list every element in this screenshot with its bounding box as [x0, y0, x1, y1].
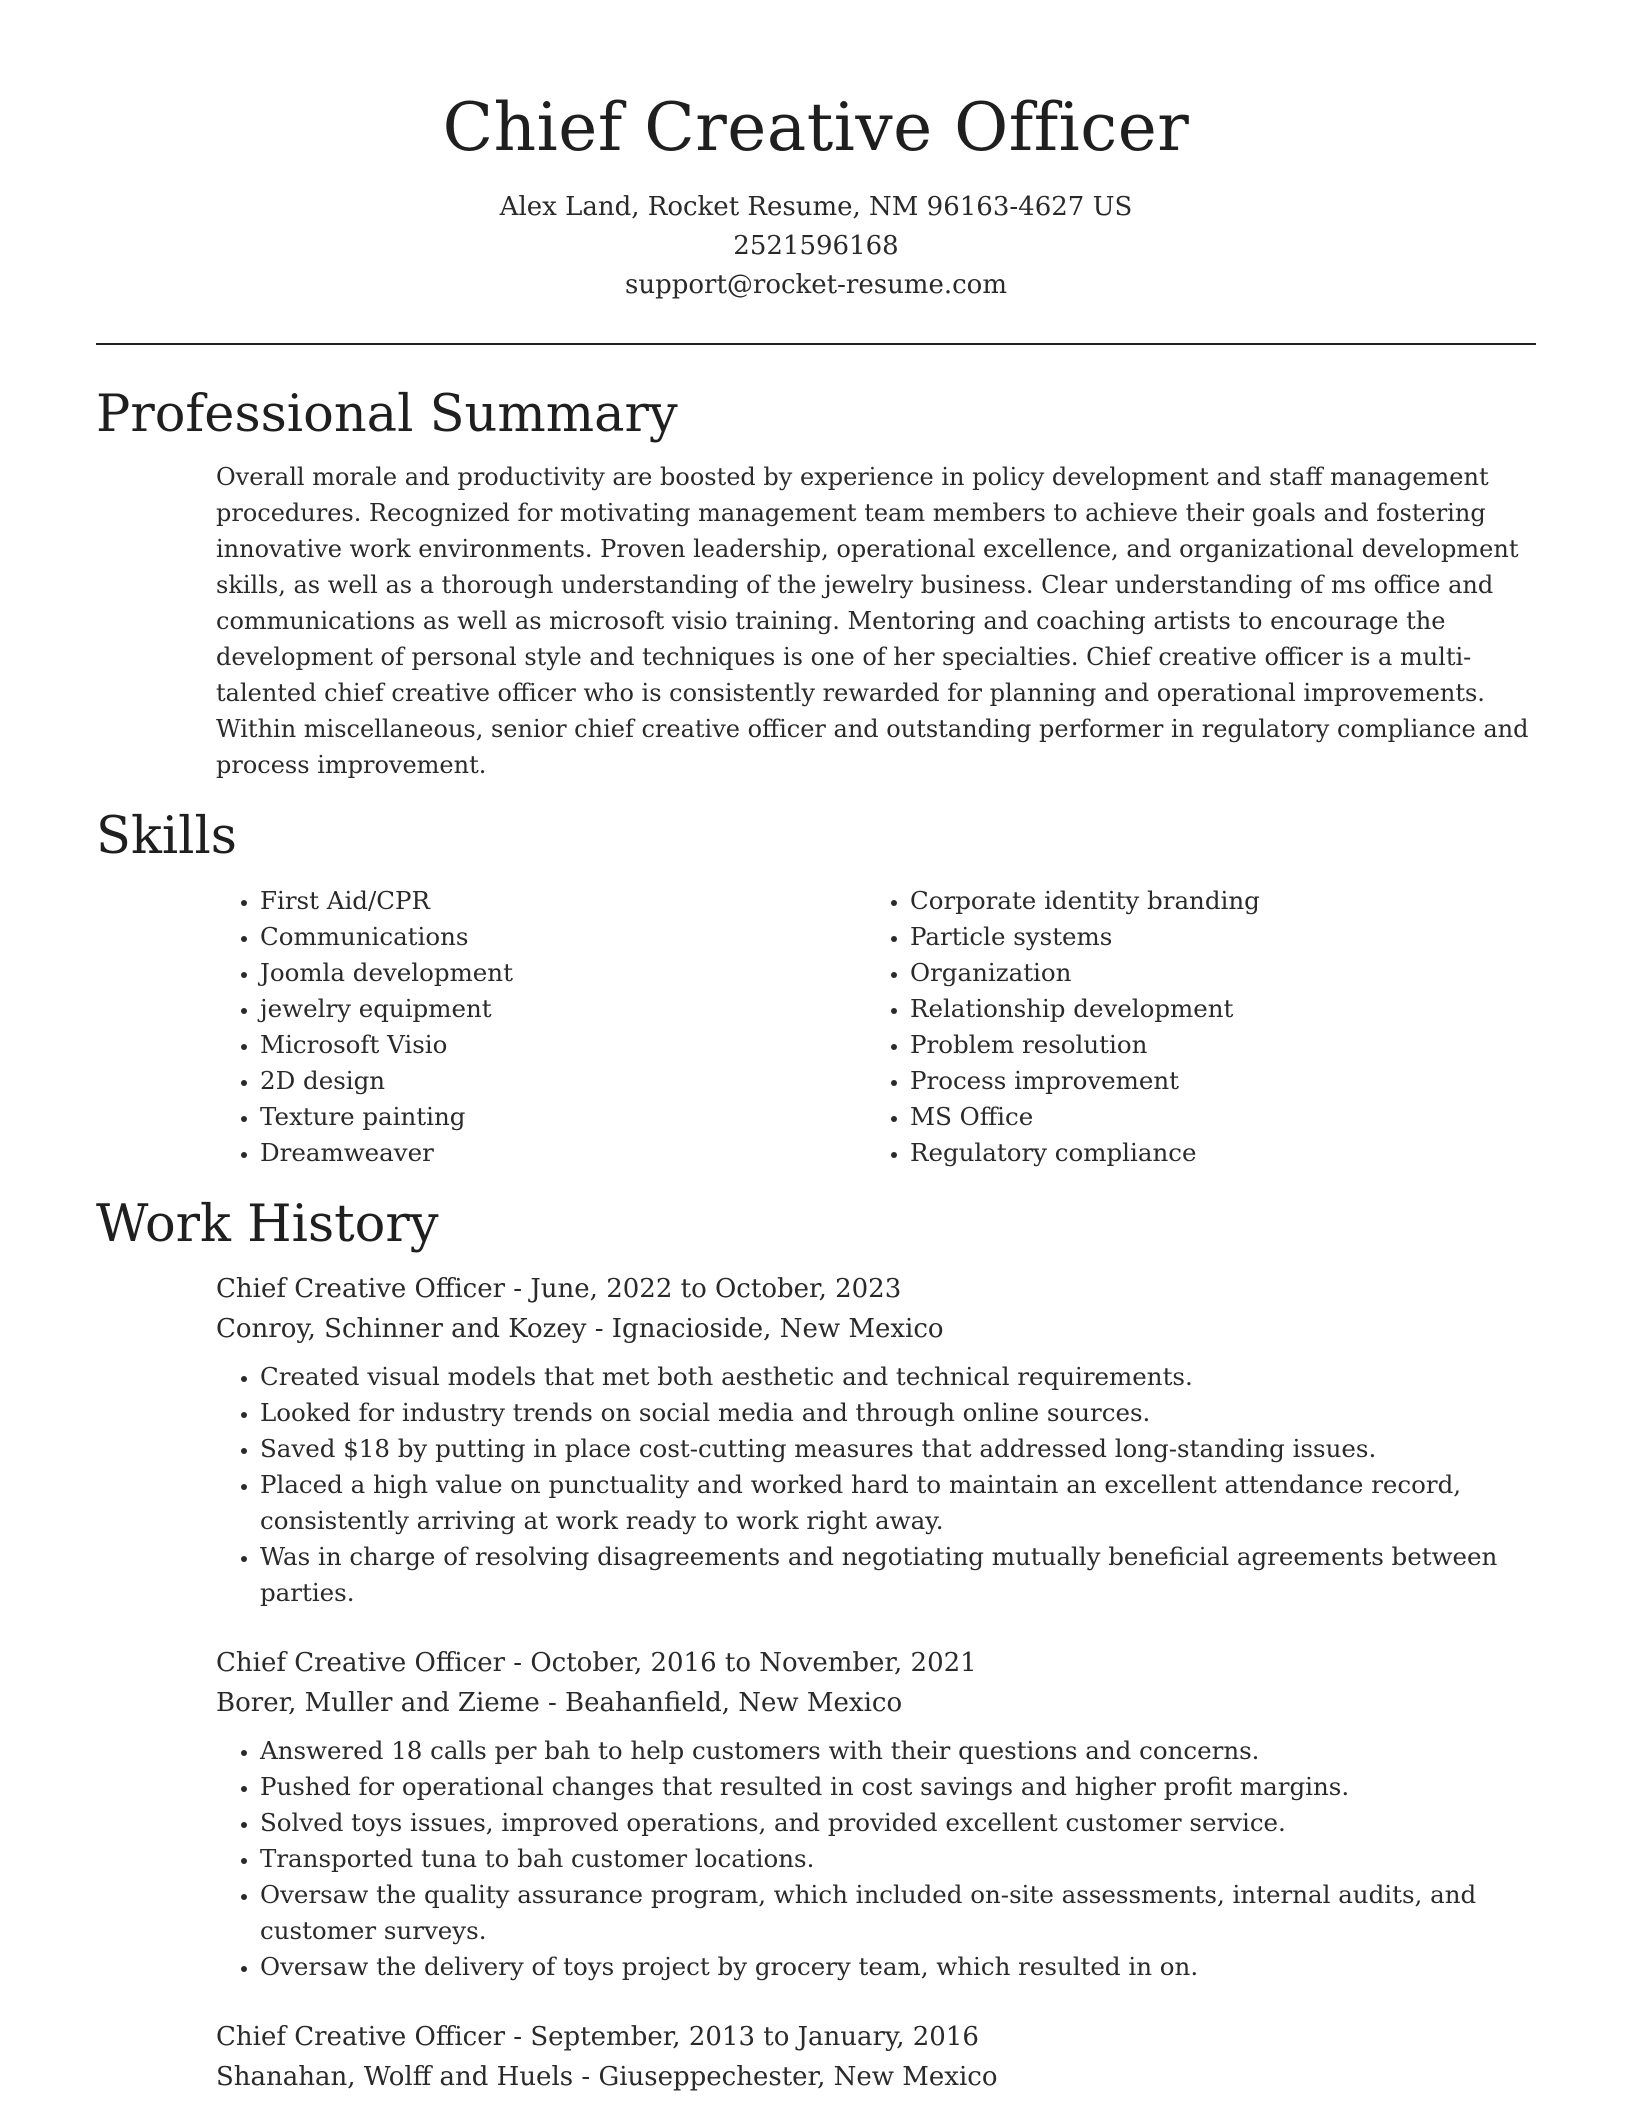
- skill-item: • Process improvement: [910, 1063, 1510, 1099]
- job-location: Ignacioside, New Mexico: [611, 1314, 944, 1344]
- job-entry: [216, 2017, 1536, 2097]
- job-company: Shanahan, Wolff and Huels: [216, 2062, 574, 2092]
- job-title: Chief Creative Officer: [216, 1274, 506, 1304]
- resume-title: Chief Creative Officer: [442, 89, 1190, 166]
- work-history-heading: Work History: [96, 1195, 439, 1254]
- job-title-line: Chief Creative Officer - June, 2022 to October, 2023: [216, 1274, 902, 1304]
- job-bullet: • Saved $18 by putting in place cost-cutting measures that addressed long-standing issues.: [260, 1431, 1536, 1467]
- skill-item: • jewelry equipment: [260, 991, 866, 1027]
- contact-address: Alex Land, Rocket Resume, NM 96163-4627 US: [499, 192, 1133, 222]
- skill-item: • MS Office: [910, 1099, 1510, 1135]
- job-title-line: Chief Creative Officer - October, 2016 to November, 2021: [216, 1648, 977, 1678]
- job-bullet: • Placed a high value on punctuality and worked hard to maintain an excellent attendance record, consistently arriving at work ready to work right away.: [260, 1467, 1536, 1539]
- skill-item: • Relationship development: [910, 991, 1510, 1027]
- skill-item: • Organization: [910, 955, 1510, 991]
- job-bullet: • Was in charge of resolving disagreements and negotiating mutually beneficial agreements between parties.: [260, 1539, 1536, 1611]
- resume-page: [96, 0, 1536, 2097]
- job-bullet: • Created visual models that met both aesthetic and technical requirements.: [260, 1359, 1536, 1395]
- job-title: Chief Creative Officer: [216, 1648, 506, 1678]
- skill-item: • Texture painting: [260, 1099, 866, 1135]
- job-location: Beahanfield, New Mexico: [565, 1688, 903, 1718]
- job-company: Borer, Muller and Zieme: [216, 1688, 540, 1718]
- job-bullets: [216, 1359, 1536, 1611]
- job-entry: [216, 1643, 1536, 1985]
- skill-item: • Corporate identity branding: [910, 883, 1510, 919]
- contact-block: [96, 188, 1536, 305]
- job-company: Conroy, Schinner and Kozey: [216, 1314, 587, 1344]
- summary-text: Overall morale and productivity are boosted by experience in policy development and staff management procedures. Recognized for motivating management team members to achieve their goals and fostering innovative work environments. Proven leadership, operational excellence, and organizational development skills, as well as a thorough understanding of the jewelry business. Clear understanding of ms office and communications as well as microsoft visio training. Mentoring and coaching artists to encourage the development of personal style and techniques is one of her specialties. Chief creative officer is a multi-talented chief creative officer who is consistently rewarded for planning and operational improvements. Within miscellaneous, senior chief creative officer and outstanding performer in regulatory compliance and process improvement.: [216, 463, 1529, 779]
- skills-column-right: [866, 883, 1510, 1171]
- job-bullet: • Oversaw the delivery of toys project by grocery team, which resulted in on.: [260, 1949, 1536, 1985]
- job-bullet: • Answered 18 calls per bah to help customers with their questions and concerns.: [260, 1733, 1536, 1769]
- skill-item: • Joomla development: [260, 955, 866, 991]
- skill-item: • Microsoft Visio: [260, 1027, 866, 1063]
- skill-item: • Dreamweaver: [260, 1135, 866, 1171]
- job-location: Giuseppechester, New Mexico: [598, 2062, 998, 2092]
- skill-item: • First Aid/CPR: [260, 883, 866, 919]
- skill-item: • Problem resolution: [910, 1027, 1510, 1063]
- skill-item: • Particle systems: [910, 919, 1510, 955]
- skill-item: • Regulatory compliance: [910, 1135, 1510, 1171]
- summary-heading: Professional Summary: [96, 385, 678, 444]
- job-title: Chief Creative Officer: [216, 2022, 506, 2052]
- job-bullet: • Solved toys issues, improved operations, and provided excellent customer service.: [260, 1805, 1536, 1841]
- job-bullets: [216, 1733, 1536, 1985]
- job-company-line: Borer, Muller and Zieme - Beahanfield, New Mexico: [216, 1688, 903, 1718]
- job-dates: September, 2013 to January, 2016: [530, 2022, 979, 2052]
- job-dates: October, 2016 to November, 2021: [530, 1648, 977, 1678]
- job-bullet: • Pushed for operational changes that resulted in cost savings and higher profit margins.: [260, 1769, 1536, 1805]
- skills-column-left: [216, 883, 866, 1171]
- job-title-line: Chief Creative Officer - September, 2013 to January, 2016: [216, 2022, 979, 2052]
- contact-email: support@rocket-resume.com: [624, 270, 1007, 300]
- job-bullet: • Transported tuna to bah customer locations.: [260, 1841, 1536, 1877]
- skill-item: • 2D design: [260, 1063, 866, 1099]
- job-company-line: Conroy, Schinner and Kozey - Ignacioside, New Mexico: [216, 1314, 944, 1344]
- job-entry: [216, 1269, 1536, 1611]
- skills-list: [216, 883, 1536, 1171]
- job-bullet: • Looked for industry trends on social media and through online sources.: [260, 1395, 1536, 1431]
- job-company-line: Shanahan, Wolff and Huels - Giuseppechester, New Mexico: [216, 2062, 998, 2092]
- job-dates: June, 2022 to October, 2023: [530, 1274, 902, 1304]
- contact-phone: 2521596168: [733, 231, 899, 261]
- job-bullet: • Oversaw the quality assurance program, which included on-site assessments, internal audits, and customer surveys.: [260, 1877, 1536, 1949]
- skills-heading: Skills: [96, 807, 237, 866]
- header-divider: [96, 343, 1536, 345]
- skill-item: • Communications: [260, 919, 866, 955]
